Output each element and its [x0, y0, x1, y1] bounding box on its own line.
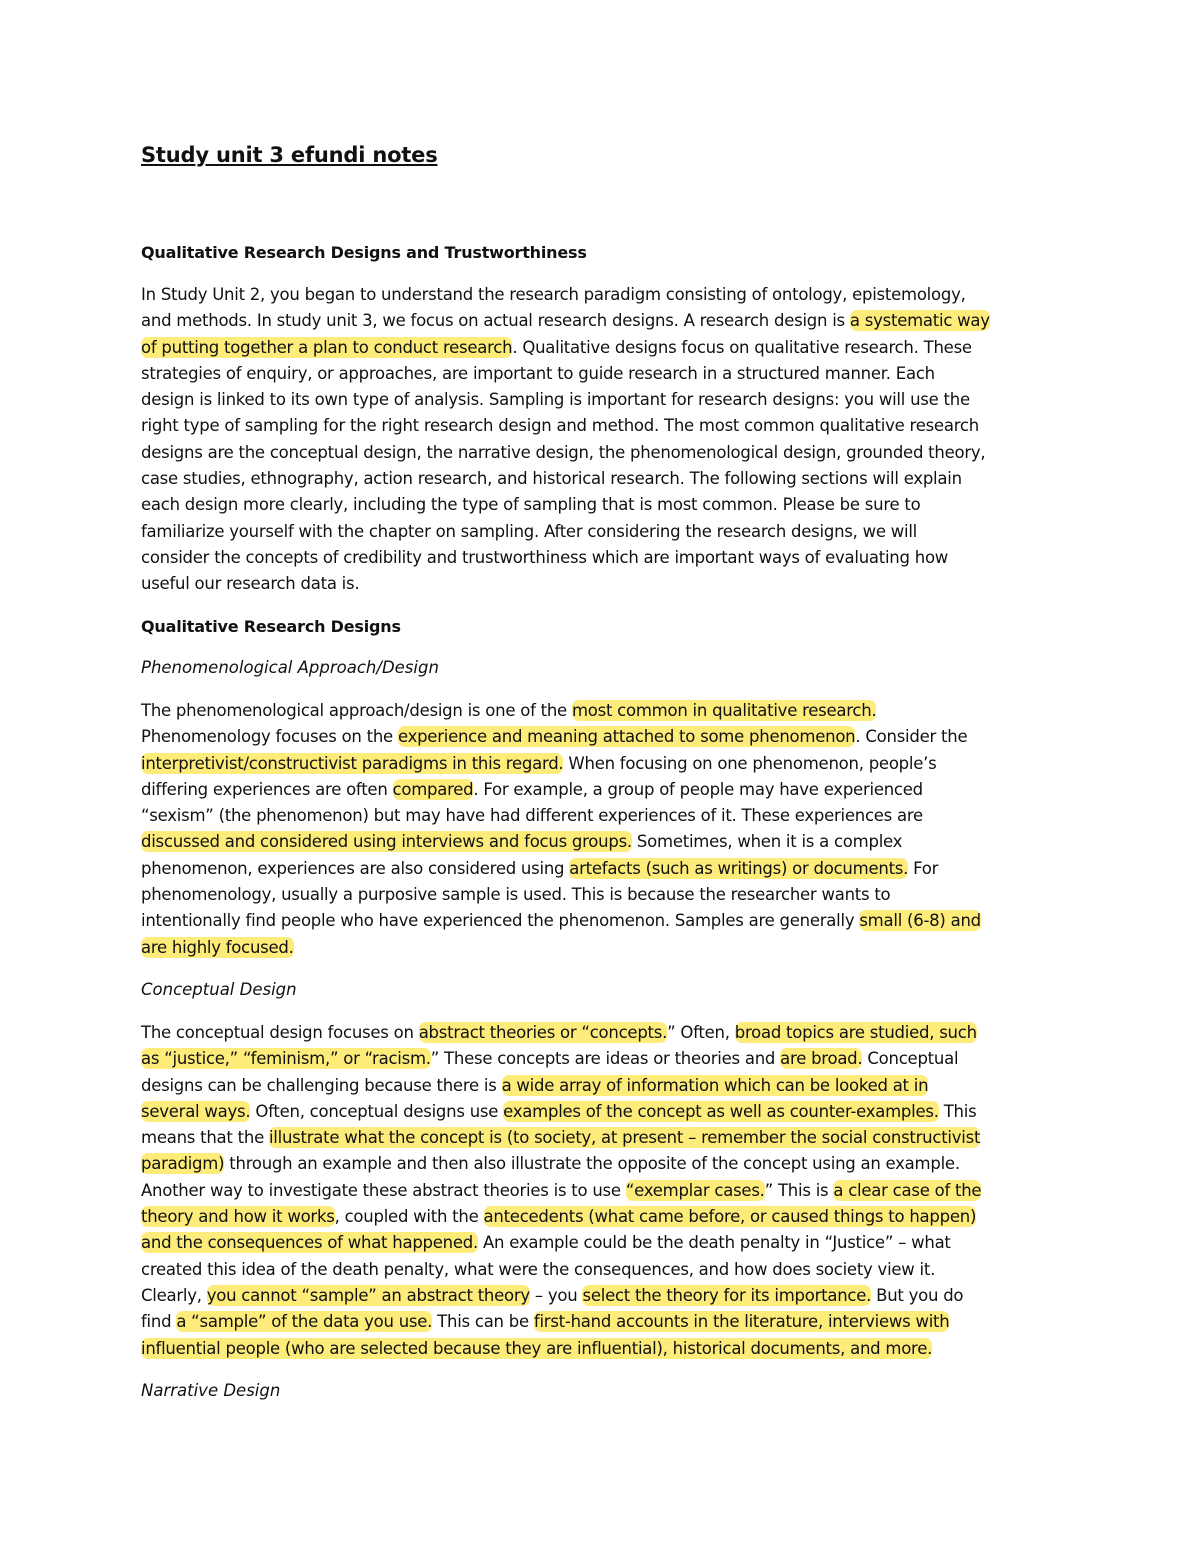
highlighted-text: discussed and considered using interviews and focus groups. [141, 832, 632, 852]
plain-text: right type of sampling for the right research design and method. The most common qualitative research [141, 416, 979, 436]
plain-text: Conceptual [862, 1049, 959, 1069]
text-line [141, 1230, 1061, 1256]
highlighted-text: a wide array of information which can be looked at in [501, 1075, 929, 1095]
plain-text: ” Often, [667, 1023, 735, 1042]
highlighted-text: select the theory for its importance. [582, 1285, 872, 1305]
plain-text: useful our research data is. [141, 574, 360, 594]
text-line [141, 308, 1061, 334]
text-line [141, 724, 1061, 750]
plain-text: each design more clearly, including the type of sampling that is most common. Please be sure to [141, 495, 921, 515]
subheading-phenomenological: Phenomenological Approach/Design [141, 658, 439, 677]
plain-text: case studies, ethnography, action research, and historical research. The following sections will explain [141, 469, 962, 489]
plain-text: . Consider the [855, 727, 968, 747]
text-line [141, 413, 1061, 439]
plain-text: The phenomenological approach/design is one of the [141, 701, 572, 720]
plain-text: But you do [871, 1285, 964, 1305]
plain-text: Sometimes, when it is a complex [631, 832, 903, 852]
text-line [141, 1204, 1061, 1230]
plain-text: means that the [141, 1128, 269, 1148]
text-line [141, 1257, 1061, 1283]
plain-text: This [938, 1101, 977, 1121]
plain-text: In Study Unit 2, you began to understand the research paradigm consisting of ontology, epistemology, [141, 285, 966, 304]
highlighted-text: a “sample” of the data you use. [176, 1312, 433, 1332]
highlighted-text: first-hand accounts in the literature, interviews with [533, 1312, 950, 1332]
text-line [141, 856, 1061, 882]
highlighted-text: influential people (who are selected because they are influential), historical documents, and more. [141, 1338, 933, 1358]
text-line [141, 882, 1061, 908]
plain-text: Phenomenology focuses on the [141, 727, 398, 747]
plain-text: differing experiences are often [141, 779, 393, 799]
text-line [141, 1178, 1061, 1204]
text-line [141, 698, 1061, 724]
plain-text: and methods. In study unit 3, we focus on actual research designs. A research design is [141, 311, 850, 331]
text-line [141, 1020, 1061, 1046]
subheading-narrative: Narrative Design [141, 1381, 281, 1400]
plain-text: created this idea of the death penalty, what were the consequences, and how does society view it. [141, 1259, 936, 1279]
highlighted-text: you cannot “sample” an abstract theory [206, 1285, 530, 1305]
text-line [141, 1099, 1061, 1125]
plain-text: find [141, 1312, 177, 1332]
highlighted-text: most common in qualitative research. [571, 701, 877, 720]
text-line [141, 387, 1061, 413]
plain-text: phenomenon, experiences are also considered using [141, 858, 570, 878]
plain-text: For [908, 858, 939, 878]
highlighted-text: paradigm) [141, 1154, 225, 1174]
plain-text: This can be [432, 1312, 534, 1332]
subheading-conceptual: Conceptual Design [141, 980, 297, 999]
text-line [141, 751, 1061, 777]
text-line [141, 829, 1061, 855]
plain-text: through an example and then also illustrate the opposite of the concept using an example. [224, 1154, 960, 1174]
plain-text: . For example, a group of people may have experienced [473, 779, 923, 799]
highlighted-text: illustrate what the concept is (to society, at present – remember the social constructivist [268, 1128, 981, 1148]
text-line [141, 571, 1061, 597]
text-line [141, 1283, 1061, 1309]
section-heading-main: Qualitative Research Designs and Trustworthiness [141, 243, 587, 262]
highlighted-text: as “justice,” “feminism,” or “racism. [141, 1049, 431, 1069]
highlighted-text: theory and how it works [141, 1207, 335, 1227]
highlighted-text: and the consequences of what happened. [141, 1233, 479, 1253]
plain-text: ” These concepts are ideas or theories and [430, 1049, 781, 1069]
plain-text: When focusing on one phenomenon, people’s [563, 753, 937, 773]
text-line [141, 492, 1061, 518]
highlighted-text: are broad. [780, 1049, 863, 1069]
plain-text: intentionally find people who have experienced the phenomenon. Samples are generally [141, 911, 860, 931]
text-line [141, 908, 1061, 934]
text-line [141, 1151, 1061, 1177]
plain-text: ” This is [764, 1180, 834, 1200]
highlighted-text: are highly focused. [141, 937, 294, 957]
plain-text: consider the concepts of credibility and trustworthiness which are important ways of evaluating how [141, 547, 949, 567]
highlighted-text: “exemplar cases. [625, 1180, 765, 1200]
text-line [141, 1336, 1061, 1362]
text-line [141, 1073, 1061, 1099]
highlighted-text: artefacts (such as writings) or documents. [569, 858, 909, 878]
plain-text: phenomenology, usually a purposive sample is used. This is because the researcher wants to [141, 885, 891, 905]
plain-text: – you [529, 1285, 583, 1305]
highlighted-text: interpretivist/constructivist paradigms in this regard. [141, 753, 564, 773]
text-line [141, 519, 1061, 545]
highlighted-text: compared [392, 779, 474, 799]
plain-text: familiarize yourself with the chapter on sampling. After considering the research designs, we will [141, 521, 917, 541]
intro-paragraph [141, 282, 1061, 598]
text-line [141, 935, 1061, 961]
text-line [141, 545, 1061, 571]
plain-text: designs are the conceptual design, the narrative design, the phenomenological design, grounded theory, [141, 442, 986, 462]
highlighted-text: a clear case of the [833, 1180, 982, 1200]
highlighted-text: examples of the concept as well as counter-examples. [503, 1101, 939, 1121]
highlighted-text: abstract theories or “concepts. [418, 1023, 668, 1042]
plain-text: “sexism” (the phenomenon) but may have had different experiences of it. These experiences are [141, 806, 923, 826]
text-line [141, 361, 1061, 387]
plain-text: . Qualitative designs focus on qualitative research. These [512, 337, 972, 357]
text-line [141, 803, 1061, 829]
highlighted-text: broad topics are studied, such [734, 1023, 977, 1042]
text-line [141, 777, 1061, 803]
text-line [141, 1309, 1061, 1335]
text-line [141, 1046, 1061, 1072]
phenomenological-paragraph [141, 698, 1061, 961]
text-line [141, 335, 1061, 361]
plain-text: Another way to investigate these abstract theories is to use [141, 1180, 626, 1200]
plain-text: Often, conceptual designs use [250, 1101, 504, 1121]
plain-text: The conceptual design focuses on [141, 1023, 419, 1042]
highlighted-text: a systematic way [849, 311, 990, 331]
conceptual-paragraph [141, 1020, 1061, 1362]
plain-text: designs can be challenging because there is [141, 1075, 502, 1095]
plain-text: design is linked to its own type of analysis. Sampling is important for research designs: you will use the [141, 390, 970, 410]
document-title: Study unit 3 efundi notes [141, 143, 438, 167]
highlighted-text: several ways. [141, 1101, 251, 1121]
plain-text: Clearly, [141, 1285, 207, 1305]
plain-text: An example could be the death penalty in “Justice” – what [478, 1233, 951, 1253]
text-line [141, 440, 1061, 466]
plain-text: , coupled with the [334, 1207, 484, 1227]
text-line [141, 282, 1061, 308]
highlighted-text: experience and meaning attached to some phenomenon [397, 727, 856, 747]
section-heading-designs: Qualitative Research Designs [141, 617, 401, 636]
highlighted-text: of putting together a plan to conduct research [141, 337, 513, 357]
text-line [141, 466, 1061, 492]
text-line [141, 1125, 1061, 1151]
highlighted-text: antecedents (what came before, or caused things to happen) [483, 1207, 977, 1227]
plain-text: strategies of enquiry, or approaches, are important to guide research in a structured manner. Each [141, 363, 935, 383]
highlighted-text: small (6-8) and [859, 911, 981, 931]
